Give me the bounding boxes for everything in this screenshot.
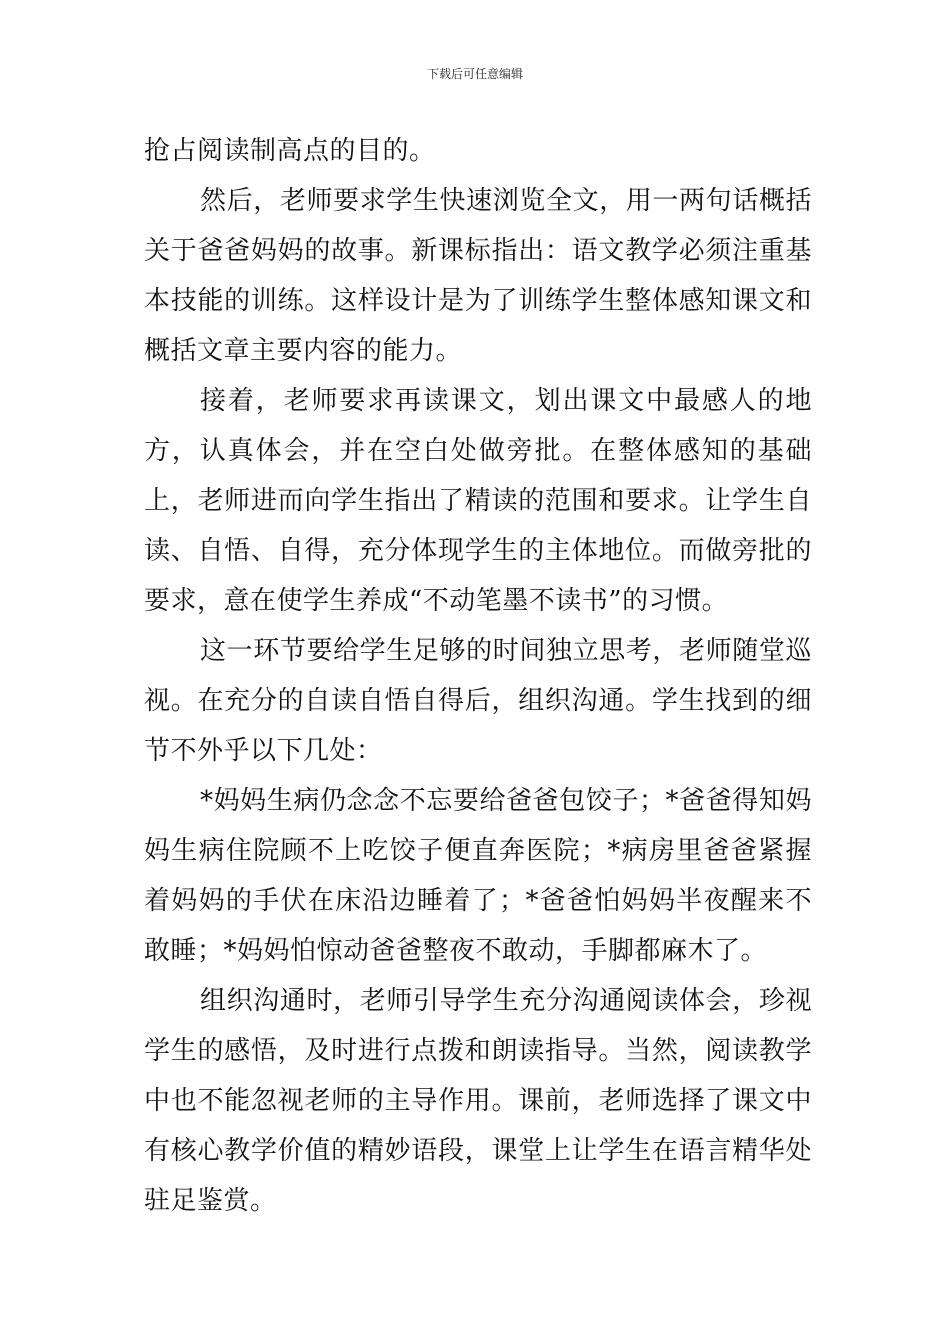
paragraph-details-list: *妈妈生病仍念念不忘要给爸爸包饺子；*爸爸得知妈妈生病住院顾不上吃饺子便直奔医院；*病房里爸爸紧握着妈妈的手伏在床沿边睡着了；*爸爸怕妈妈半夜醒来不敢睡；*妈妈怕惊动爸爸整夜不敢动，手脚都麻木了。 [144, 786, 812, 966]
paragraph-close-reading: 接着，老师要求再读课文，划出课文中最感人的地方，认真体会，并在空白处做旁批。在整体感知的基础上，老师进而向学生指出了精读的范围和要求。让学生自读、自悟、自得，充分体现学生的主体地位。而做旁批的要求，意在使学生养成“不动笔墨不读书”的习惯。 [144, 386, 812, 616]
paragraph-overview: 然后，老师要求学生快速浏览全文，用一两句话概括关于爸爸妈妈的故事。新课标指出：语文教学必须注重基本技能的训练。这样设计是为了训练学生整体感知课文和概括文章主要内容的能力。 [144, 186, 812, 366]
document-body [144, 126, 812, 1226]
paragraph-independent-thinking: 这一环节要给学生足够的时间独立思考，老师随堂巡视。在充分的自读自悟自得后，组织沟通。学生找到的细节不外乎以下几处： [144, 636, 812, 766]
page-header: 下载后可任意编辑 [426, 67, 523, 81]
paragraph-continuation: 抢占阅读制高点的目的。 [144, 136, 436, 166]
paragraph-discussion-guidance: 组织沟通时，老师引导学生充分沟通阅读体会，珍视学生的感悟，及时进行点拨和朗读指导。当然，阅读教学中也不能忽视老师的主导作用。课前，老师选择了课文中有核心教学价值的精妙语段，课堂上让学生在语言精华处驻足鉴赏。 [144, 986, 812, 1216]
